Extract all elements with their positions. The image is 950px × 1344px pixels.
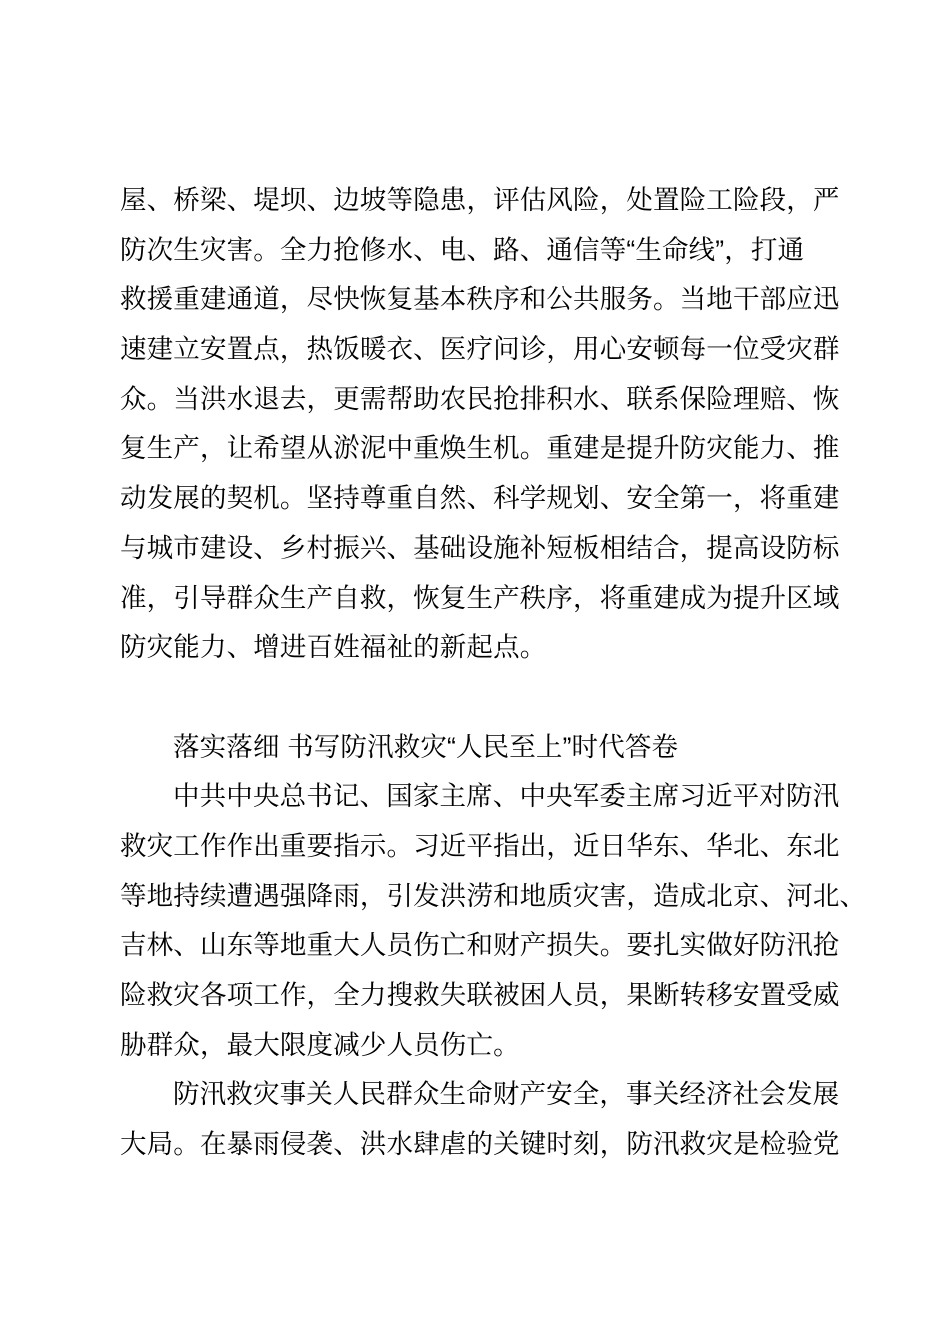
text-line: 等地持续遭遇强降雨，引发洪涝和地质灾害，造成北京、河北、 bbox=[120, 880, 867, 911]
text-line: 与城市建设、乡村振兴、基础设施补短板相结合，提高设防标 bbox=[120, 532, 840, 563]
text-line: 险救灾各项工作，全力搜救失联被困人员，果断转移安置受威 bbox=[120, 980, 840, 1010]
text-line: 救援重建通道，尽快恢复基本秩序和公共服务。当地干部应迅 bbox=[120, 284, 840, 315]
text-line: 动发展的契机。坚持尊重自然、科学规划、安全第一，将重建 bbox=[120, 483, 840, 514]
text-line: 胁群众，最大限度减少人员伤亡。 bbox=[120, 1029, 520, 1060]
text-line: 众。当洪水退去，更需帮助农民抢排积水、联系保险理赔、恢 bbox=[120, 383, 840, 414]
text-line: 中共中央总书记、国家主席、中央军委主席习近平对防汛 bbox=[173, 781, 840, 812]
section-heading: 落实落细 书写防汛救灾“人民至上”时代答卷 bbox=[173, 731, 679, 762]
text-line: 复生产，让希望从淤泥中重焕生机。重建是提升防灾能力、推 bbox=[120, 433, 840, 464]
text-line: 大局。在暴雨侵袭、洪水肆虐的关键时刻，防汛救灾是检验党 bbox=[120, 1129, 840, 1160]
text-line: 屋、桥梁、堤坝、边坡等隐患，评估风险，处置险工险段，严 bbox=[120, 185, 840, 215]
text-line: 救灾工作作出重要指示。习近平指出，近日华东、华北、东北 bbox=[120, 830, 840, 861]
document-text-block bbox=[120, 176, 867, 1170]
text-line: 速建立安置点，热饭暖衣、医疗问诊，用心安顿每一位受灾群 bbox=[120, 334, 840, 365]
text-line: 防灾能力、增进百姓福祉的新起点。 bbox=[120, 632, 547, 663]
text-line: 防次生灾害。全力抢修水、电、路、通信等“生命线”，打通 bbox=[120, 234, 805, 265]
text-line: 防汛救灾事关人民群众生命财产安全，事关经济社会发展 bbox=[173, 1079, 840, 1110]
text-line: 准，引导群众生产自救，恢复生产秩序，将重建成为提升区域 bbox=[120, 582, 840, 613]
text-line: 吉林、山东等地重大人员伤亡和财产损失。要扎实做好防汛抢 bbox=[120, 930, 840, 961]
